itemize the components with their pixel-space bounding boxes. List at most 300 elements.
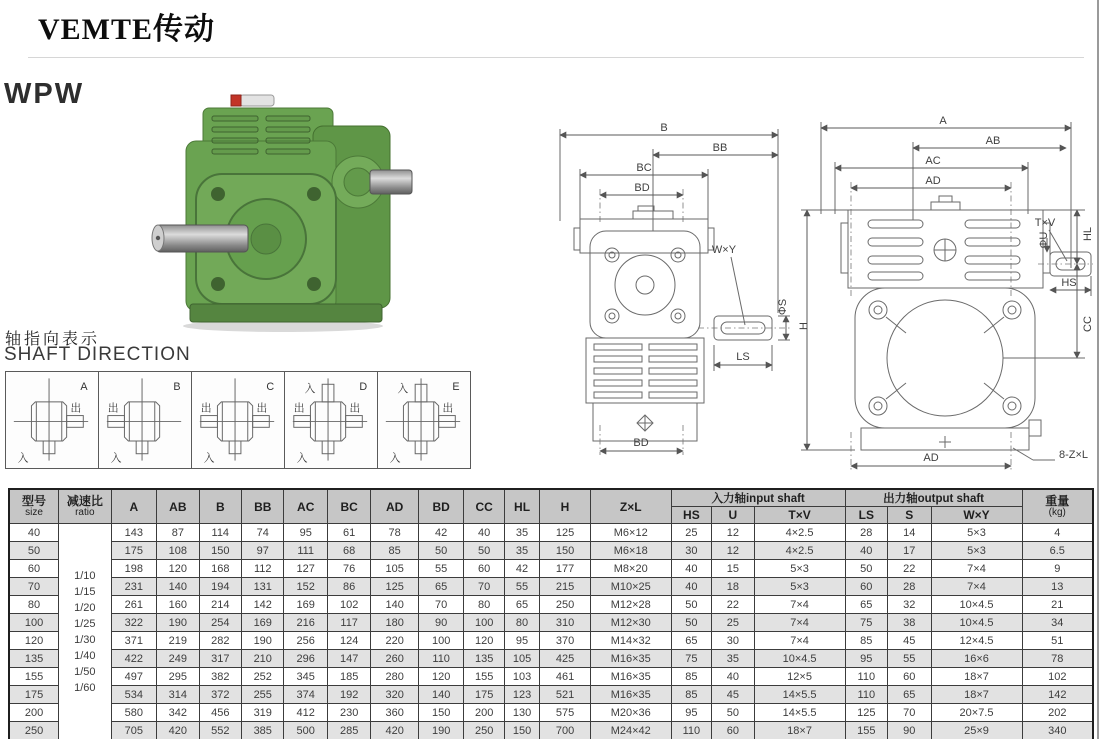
table-cell: 5×3 (754, 560, 845, 578)
spec-table-body (9, 524, 1093, 739)
table-cell: 12×4.5 (931, 632, 1022, 650)
direction-diagram (6, 372, 96, 466)
shaft-direction-title-en: SHAFT DIRECTION (4, 344, 191, 365)
col-header-bc: BC (327, 489, 370, 524)
table-cell: 100 (464, 614, 504, 632)
table-cell: 700 (540, 722, 591, 739)
table-cell: 61 (327, 524, 370, 542)
table-cell: 75 (845, 614, 887, 632)
in-label: 入 (110, 452, 122, 465)
col-header-bd: BD (418, 489, 464, 524)
table-cell: 78 (371, 524, 419, 542)
table-cell: 456 (199, 704, 241, 722)
col-header-hs: HS (671, 507, 711, 524)
table-cell: 42 (418, 524, 464, 542)
table-cell: 45 (888, 632, 931, 650)
table-row (9, 722, 1093, 739)
in-label: 入 (304, 383, 316, 396)
table-cell: 219 (157, 632, 199, 650)
table-cell: 10×4.5 (931, 614, 1022, 632)
direction-cell-b (98, 371, 192, 469)
table-cell: 4×2.5 (754, 524, 845, 542)
table-cell: 50 (464, 542, 504, 560)
table-cell: 14×5.5 (754, 686, 845, 704)
table-cell: 35 (504, 542, 539, 560)
table-cell: 194 (199, 578, 241, 596)
table-cell: 147 (327, 650, 370, 668)
table-cell: 322 (111, 614, 157, 632)
col-header-ac: AC (284, 489, 327, 524)
table-cell: 705 (111, 722, 157, 739)
table-cell: 127 (284, 560, 327, 578)
out-label: 出 (349, 402, 361, 415)
table-cell: 35 (712, 650, 754, 668)
col-header-bb: BB (242, 489, 284, 524)
table-cell: 7×4 (754, 632, 845, 650)
table-row (9, 596, 1093, 614)
table-cell: 190 (242, 632, 284, 650)
col-header-ab: AB (157, 489, 199, 524)
table-cell: 175 (111, 542, 157, 560)
table-cell: 255 (242, 686, 284, 704)
size-cell: 120 (9, 632, 59, 650)
table-cell: 382 (199, 668, 241, 686)
direction-cell-e (377, 371, 471, 469)
input-shaft (332, 156, 412, 208)
table-cell: 260 (371, 650, 419, 668)
direction-letter: D (359, 381, 368, 394)
table-cell: 12 (712, 524, 754, 542)
table-cell: 12 (712, 542, 754, 560)
table-cell: 250 (540, 596, 591, 614)
table-cell: 30 (671, 542, 711, 560)
table-cell: 497 (111, 668, 157, 686)
table-cell: 254 (199, 614, 241, 632)
table-cell: 85 (371, 542, 419, 560)
col-header-wxy: W×Y (931, 507, 1022, 524)
table-cell: 112 (242, 560, 284, 578)
table-cell: 190 (418, 722, 464, 739)
table-cell: 320 (371, 686, 419, 704)
table-cell: 10×4.5 (754, 650, 845, 668)
table-cell: 120 (464, 632, 504, 650)
table-cell: 280 (371, 668, 419, 686)
in-label: 入 (203, 452, 215, 465)
table-cell: 371 (111, 632, 157, 650)
col-header-b: B (199, 489, 241, 524)
table-cell: 420 (371, 722, 419, 739)
table-cell: 142 (1022, 686, 1093, 704)
col-header-ratio: 减速比 ratio (59, 489, 112, 524)
direction-cell-c (191, 371, 285, 469)
table-cell: 105 (504, 650, 539, 668)
table-cell: 68 (327, 542, 370, 560)
table-cell: M16×35 (590, 686, 671, 704)
table-cell: 7×4 (754, 596, 845, 614)
table-cell: 412 (284, 704, 327, 722)
direction-letter: C (266, 381, 275, 394)
table-cell: 80 (504, 614, 539, 632)
table-row (9, 614, 1093, 632)
spec-table (8, 488, 1094, 739)
size-cell: 70 (9, 578, 59, 596)
table-cell: 342 (157, 704, 199, 722)
table-row (9, 704, 1093, 722)
table-cell: 345 (284, 668, 327, 686)
table-cell: 110 (418, 650, 464, 668)
table-cell: 168 (199, 560, 241, 578)
out-label: 出 (200, 402, 212, 415)
front-view-drawing (793, 98, 1095, 475)
table-cell: 60 (464, 560, 504, 578)
table-cell: 252 (242, 668, 284, 686)
table-cell: 80 (464, 596, 504, 614)
table-cell: 198 (111, 560, 157, 578)
dim-label-bc: BC (636, 162, 652, 174)
table-cell: 216 (284, 614, 327, 632)
dim-label-hl: HL (1082, 226, 1094, 242)
ratio-cell: 1/10 1/15 1/20 1/25 1/30 1/40 1/50 1/60 (59, 524, 112, 739)
col-group-input-shaft: 入力轴input shaft (671, 489, 845, 507)
out-label: 出 (293, 402, 305, 415)
table-cell: 150 (504, 722, 539, 739)
col-header-ls: LS (845, 507, 887, 524)
table-cell: 55 (504, 578, 539, 596)
table-cell: 256 (284, 632, 327, 650)
table-cell: 230 (327, 704, 370, 722)
table-cell: 150 (418, 704, 464, 722)
table-cell: 425 (540, 650, 591, 668)
col-header-hl: HL (504, 489, 539, 524)
direction-diagram (378, 372, 468, 466)
table-cell: 45 (712, 686, 754, 704)
table-cell: 7×4 (931, 578, 1022, 596)
table-cell: 65 (845, 596, 887, 614)
table-cell: 310 (540, 614, 591, 632)
table-cell: 160 (157, 596, 199, 614)
table-cell: 14 (888, 524, 931, 542)
table-cell: 100 (418, 632, 464, 650)
in-label: 入 (296, 452, 308, 465)
table-cell: 85 (845, 632, 887, 650)
table-row (9, 650, 1093, 668)
table-cell: 340 (1022, 722, 1093, 739)
in-label: 入 (17, 452, 29, 465)
direction-letter: E (452, 381, 460, 394)
table-cell: 65 (504, 596, 539, 614)
table-cell: 125 (540, 524, 591, 542)
table-cell: 155 (845, 722, 887, 739)
table-cell: 78 (1022, 650, 1093, 668)
col-header-ad: AD (371, 489, 419, 524)
table-cell: 95 (284, 524, 327, 542)
col-header-cc: CC (464, 489, 504, 524)
table-cell: M6×12 (590, 524, 671, 542)
header-divider (28, 57, 1084, 58)
table-cell: 18×7 (754, 722, 845, 739)
table-cell: 95 (671, 704, 711, 722)
table-cell: 521 (540, 686, 591, 704)
table-cell: 372 (199, 686, 241, 704)
dim-label-zxl-holes: 8-Z×L (1059, 449, 1089, 461)
col-header-h: H (540, 489, 591, 524)
table-cell: 51 (1022, 632, 1093, 650)
table-cell: 18 (712, 578, 754, 596)
table-cell: 18×7 (931, 686, 1022, 704)
direction-cell-a (5, 371, 99, 469)
table-cell: 534 (111, 686, 157, 704)
col-header-weight: 重量 (kg) (1022, 489, 1093, 524)
table-cell: 38 (888, 614, 931, 632)
dim-label-hs: HS (1061, 277, 1077, 289)
col-group-output-shaft: 出力轴output shaft (845, 489, 1022, 507)
table-cell: 360 (371, 704, 419, 722)
table-cell: 70 (464, 578, 504, 596)
table-cell: 214 (199, 596, 241, 614)
dim-label-ad-top: AD (925, 175, 941, 187)
table-cell: 95 (845, 650, 887, 668)
table-cell: 422 (111, 650, 157, 668)
table-cell: 385 (242, 722, 284, 739)
dim-label-bb: BB (712, 142, 728, 154)
table-cell: 16×6 (931, 650, 1022, 668)
table-cell: 76 (327, 560, 370, 578)
table-cell: 34 (1022, 614, 1093, 632)
table-cell: M12×28 (590, 596, 671, 614)
table-cell: 150 (540, 542, 591, 560)
table-cell: 25 (712, 614, 754, 632)
table-cell: 12×5 (754, 668, 845, 686)
table-cell: 42 (504, 560, 539, 578)
table-cell: 55 (418, 560, 464, 578)
dim-label-bd-bottom: BD (633, 437, 649, 449)
table-cell: 35 (504, 524, 539, 542)
table-cell: 21 (1022, 596, 1093, 614)
size-cell: 100 (9, 614, 59, 632)
dim-label-h: H (798, 322, 810, 330)
dim-label-ab: AB (985, 135, 1001, 147)
table-cell: 65 (671, 632, 711, 650)
size-cell: 50 (9, 542, 59, 560)
table-cell: 420 (157, 722, 199, 739)
dim-label-phis: ΦS (777, 298, 789, 316)
table-cell: 220 (371, 632, 419, 650)
table-cell: 105 (371, 560, 419, 578)
product-photo (148, 86, 413, 333)
table-cell: 22 (888, 560, 931, 578)
table-cell: 50 (712, 704, 754, 722)
table-cell: M12×30 (590, 614, 671, 632)
table-cell: 500 (284, 722, 327, 739)
table-cell: 85 (671, 668, 711, 686)
table-cell: 103 (504, 668, 539, 686)
direction-cell-d (284, 371, 378, 469)
table-cell: 175 (464, 686, 504, 704)
table-cell: 4×2.5 (754, 542, 845, 560)
table-cell: 50 (671, 614, 711, 632)
table-cell: 130 (504, 704, 539, 722)
table-cell: 215 (540, 578, 591, 596)
table-cell: 200 (464, 704, 504, 722)
table-cell: 374 (284, 686, 327, 704)
col-header-txv: T×V (754, 507, 845, 524)
in-label: 入 (397, 383, 409, 396)
table-cell: 125 (845, 704, 887, 722)
dim-label-bd-top: BD (634, 182, 650, 194)
table-cell: M8×20 (590, 560, 671, 578)
direction-diagram (285, 372, 375, 466)
table-cell: 192 (327, 686, 370, 704)
table-cell: 18×7 (931, 668, 1022, 686)
table-cell: 22 (712, 596, 754, 614)
direction-letter: A (80, 381, 88, 394)
dim-label-txv: T×V (1034, 217, 1056, 229)
table-cell: 5×3 (931, 542, 1022, 560)
table-cell: 40 (671, 578, 711, 596)
in-label: 入 (389, 452, 401, 465)
table-cell: 7×4 (754, 614, 845, 632)
table-cell: 296 (284, 650, 327, 668)
out-label: 出 (256, 402, 268, 415)
table-cell: 7×4 (931, 560, 1022, 578)
table-cell: 65 (418, 578, 464, 596)
table-cell: 319 (242, 704, 284, 722)
table-cell: 17 (888, 542, 931, 560)
col-header-zxl: Z×L (590, 489, 671, 524)
table-cell: 117 (327, 614, 370, 632)
table-row (9, 632, 1093, 650)
table-cell: 15 (712, 560, 754, 578)
table-cell: 261 (111, 596, 157, 614)
table-cell: 125 (371, 578, 419, 596)
dim-label-ls: LS (736, 351, 750, 363)
table-cell: 75 (671, 650, 711, 668)
size-cell: 80 (9, 596, 59, 614)
col-header-s: S (888, 507, 931, 524)
table-cell: 60 (888, 668, 931, 686)
table-cell: 70 (888, 704, 931, 722)
dim-label-ac: AC (925, 155, 941, 167)
table-cell: 140 (157, 578, 199, 596)
table-row (9, 560, 1093, 578)
table-cell: 30 (712, 632, 754, 650)
table-cell: 185 (327, 668, 370, 686)
table-cell: 114 (199, 524, 241, 542)
table-row (9, 668, 1093, 686)
table-cell: 5×3 (931, 524, 1022, 542)
dim-label-b: B (660, 122, 668, 134)
table-cell: 143 (111, 524, 157, 542)
table-cell: 111 (284, 542, 327, 560)
table-cell: 120 (157, 560, 199, 578)
table-cell: 169 (242, 614, 284, 632)
table-cell: 86 (327, 578, 370, 596)
table-cell: 60 (712, 722, 754, 739)
table-cell: 552 (199, 722, 241, 739)
table-row (9, 578, 1093, 596)
table-cell: 110 (845, 686, 887, 704)
table-cell: 25×9 (931, 722, 1022, 739)
table-cell: 4 (1022, 524, 1093, 542)
table-cell: 575 (540, 704, 591, 722)
table-cell: 40 (671, 560, 711, 578)
table-cell: 152 (284, 578, 327, 596)
table-cell: M10×25 (590, 578, 671, 596)
dim-label-phiu: ΦU (1038, 231, 1050, 249)
size-cell: 155 (9, 668, 59, 686)
table-cell: 110 (671, 722, 711, 739)
table-cell: 135 (464, 650, 504, 668)
direction-diagram (192, 372, 282, 466)
table-cell: 65 (888, 686, 931, 704)
col-header-u: U (712, 507, 754, 524)
table-cell: 102 (1022, 668, 1093, 686)
direction-diagram (99, 372, 189, 466)
out-label: 出 (70, 402, 82, 415)
table-cell: 55 (888, 650, 931, 668)
out-label: 出 (107, 402, 119, 415)
table-cell: 32 (888, 596, 931, 614)
table-cell: 231 (111, 578, 157, 596)
table-cell: 120 (418, 668, 464, 686)
table-cell: 25 (671, 524, 711, 542)
direction-letter: B (173, 381, 181, 394)
table-cell: 250 (464, 722, 504, 739)
series-title: WPW (4, 78, 85, 110)
table-cell: 177 (540, 560, 591, 578)
table-cell: M20×36 (590, 704, 671, 722)
table-cell: 60 (845, 578, 887, 596)
table-row (9, 542, 1093, 560)
size-cell: 175 (9, 686, 59, 704)
table-cell: 169 (284, 596, 327, 614)
table-cell: M24×42 (590, 722, 671, 739)
table-cell: 95 (504, 632, 539, 650)
table-cell: 50 (418, 542, 464, 560)
table-cell: 20×7.5 (931, 704, 1022, 722)
table-row (9, 686, 1093, 704)
table-cell: 14×5.5 (754, 704, 845, 722)
dim-label-wxy: W×Y (711, 244, 737, 256)
direction-strip (5, 371, 471, 469)
table-cell: 70 (418, 596, 464, 614)
table-cell: 13 (1022, 578, 1093, 596)
size-cell: 135 (9, 650, 59, 668)
table-cell: 140 (418, 686, 464, 704)
table-cell: 124 (327, 632, 370, 650)
brand-title: VEMTE传动 (38, 13, 216, 46)
table-cell: M6×18 (590, 542, 671, 560)
table-cell: 285 (327, 722, 370, 739)
out-label: 出 (442, 402, 454, 415)
table-cell: 282 (199, 632, 241, 650)
side-view-drawing (538, 103, 796, 465)
table-cell: 40 (464, 524, 504, 542)
table-cell: 580 (111, 704, 157, 722)
table-cell: 317 (199, 650, 241, 668)
table-cell: 90 (888, 722, 931, 739)
dim-label-ad-bottom: AD (923, 452, 939, 464)
table-cell: 142 (242, 596, 284, 614)
table-cell: 249 (157, 650, 199, 668)
table-cell: 295 (157, 668, 199, 686)
table-cell: 155 (464, 668, 504, 686)
table-cell: M16×35 (590, 668, 671, 686)
col-header-a: A (111, 489, 157, 524)
size-cell: 250 (9, 722, 59, 739)
table-cell: 314 (157, 686, 199, 704)
breather-plug (231, 95, 274, 106)
